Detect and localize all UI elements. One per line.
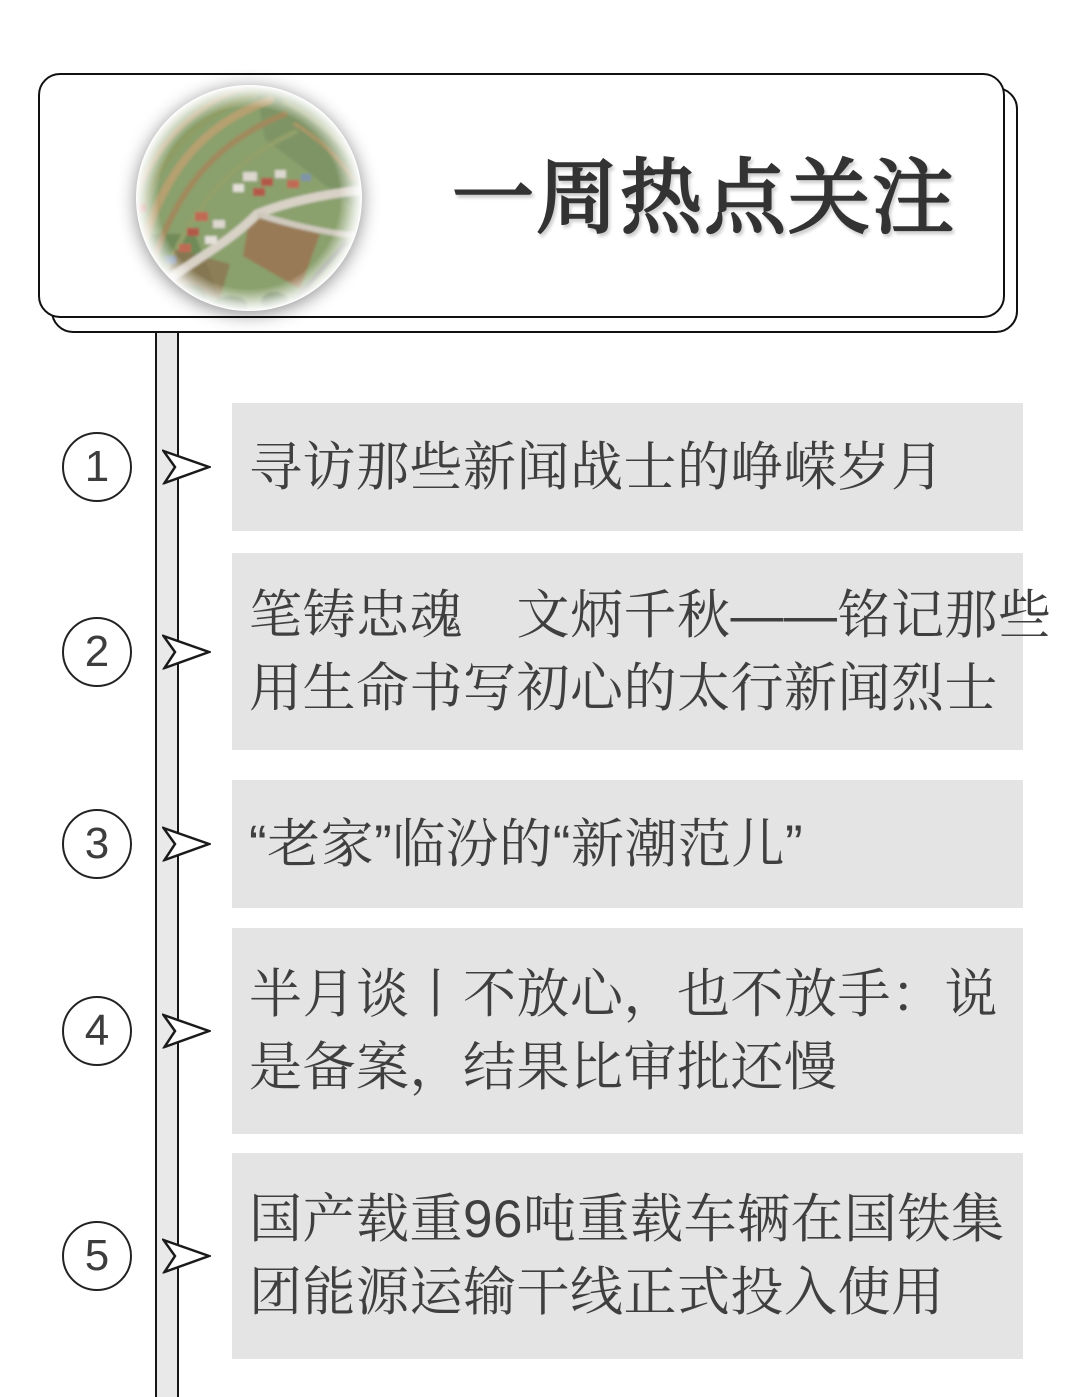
headline-line: 国产载重96吨重载车辆在国铁集: [249, 1190, 1005, 1249]
item-number-badge: [62, 432, 132, 502]
item-number: 5: [84, 1231, 110, 1280]
item-number: 1: [84, 442, 110, 491]
headline-line: 团能源运输干线正式投入使用: [249, 1263, 945, 1322]
headline-line: 是备案，结果比审批还慢: [249, 1038, 838, 1097]
item-number-badge: [62, 996, 132, 1066]
item-number: 3: [84, 819, 110, 868]
item-number-badge: [62, 1221, 132, 1291]
arrow-right-icon: [162, 1014, 211, 1049]
arrow-right-icon: [162, 450, 211, 485]
news-headline-box[interactable]: [232, 403, 1023, 531]
headline-line: 笔铸忠魂 文炳千秋——铭记那些: [249, 585, 1052, 645]
page-title: 一周热点关注: [451, 152, 956, 244]
aerial-village-photo-graphic: [135, 84, 363, 312]
headline-line: 用生命书写初心的太行新闻烈士: [249, 658, 998, 718]
headline-line: 半月谈丨不放心，也不放手：说: [249, 965, 998, 1024]
item-number: 4: [84, 1006, 110, 1055]
headline-line: 寻访那些新闻战士的峥嵘岁月: [249, 437, 945, 497]
header-card: [38, 73, 1005, 318]
arrow-right-icon: [162, 827, 211, 862]
timeline-bar: [155, 332, 179, 1397]
news-headline-box[interactable]: [232, 928, 1023, 1134]
arrow-right-icon: [162, 634, 211, 669]
item-number-badge: [62, 617, 132, 687]
aerial-village-photo: [135, 84, 363, 312]
news-headline-box[interactable]: [232, 553, 1052, 750]
arrow-right-icon: [162, 1239, 211, 1274]
headline-line: “老家”临汾的“新潮范儿”: [249, 814, 804, 874]
item-number: 2: [84, 626, 110, 676]
news-headline-box[interactable]: [232, 780, 1023, 908]
item-number-badge: [62, 809, 132, 879]
news-headline-box[interactable]: [232, 1153, 1023, 1359]
